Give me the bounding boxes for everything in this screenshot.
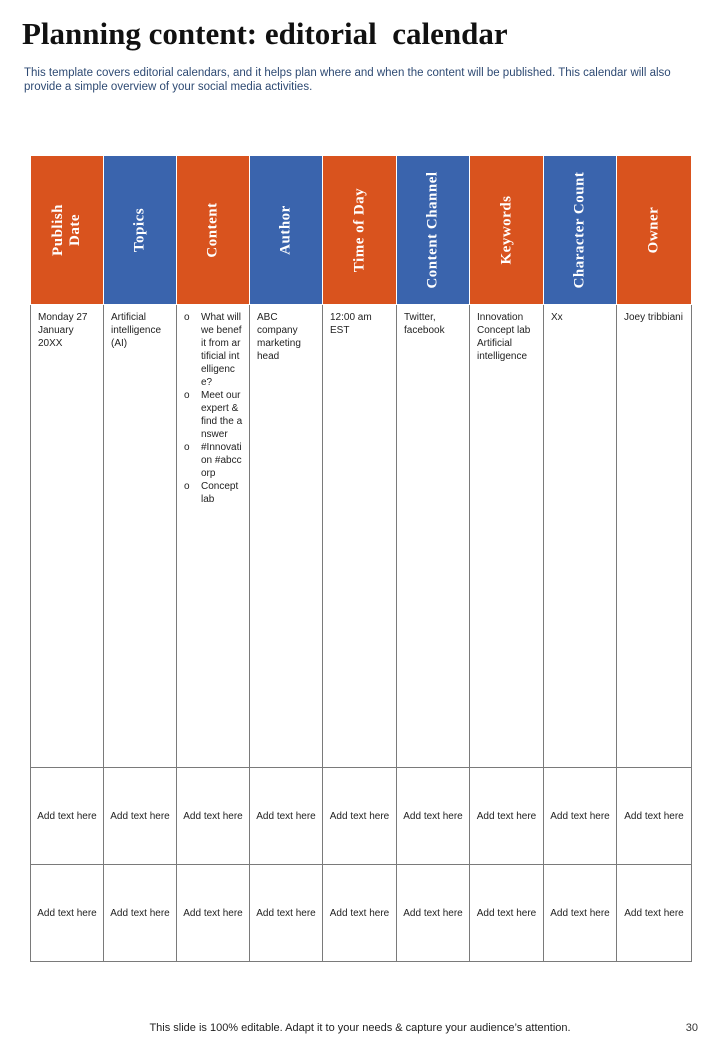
placeholder-cell[interactable]: Add text here	[617, 865, 692, 962]
header-label: Character Count	[571, 171, 588, 289]
header-content	[177, 156, 250, 305]
bullet-mark: o	[184, 312, 190, 323]
keyword: Innovation	[477, 312, 524, 323]
header-label: Owner	[645, 206, 662, 254]
placeholder-cell[interactable]: Add text here	[31, 768, 104, 865]
editorial-calendar-table	[30, 155, 692, 962]
content-bullet-list	[184, 311, 243, 506]
page-subtitle: This template covers editorial calendars, and it helps plan where and when the content will be published. This calendar will also provide a simple overview of your social media activities.	[24, 67, 671, 93]
list-item	[184, 480, 243, 506]
page-number: 30	[685, 1022, 698, 1034]
placeholder-cell[interactable]: Add text here	[397, 865, 470, 962]
table-row	[31, 305, 692, 768]
header-keywords	[470, 156, 544, 305]
bullet-text: Concept lab	[201, 481, 239, 505]
header-label: Content	[204, 202, 221, 258]
bullet-mark: o	[184, 442, 190, 453]
list-item	[184, 389, 243, 441]
placeholder-cell[interactable]: Add text here	[397, 768, 470, 865]
placeholder-cell[interactable]: Add text here	[177, 768, 250, 865]
header-label: Time of Day	[351, 187, 367, 273]
cell-character-count[interactable]: Xx	[544, 305, 617, 768]
cell-time-of-day[interactable]: 12:00 am EST	[323, 305, 397, 768]
table-row-placeholder	[31, 768, 692, 865]
cell-keywords[interactable]	[470, 305, 544, 768]
table-row-placeholder	[31, 865, 692, 962]
list-item	[184, 441, 243, 480]
cell-owner[interactable]: Joey tribbiani	[617, 305, 692, 768]
header-label: Keywords	[498, 195, 514, 265]
header-character-count	[544, 156, 617, 305]
header-label: Publish Date	[50, 204, 83, 256]
placeholder-cell[interactable]: Add text here	[104, 768, 177, 865]
keyword: Artificial intelligence	[477, 338, 528, 362]
placeholder-cell[interactable]: Add text here	[31, 865, 104, 962]
placeholder-cell[interactable]: Add text here	[323, 865, 397, 962]
bullet-text: Meet our expert & find the answer	[201, 390, 243, 440]
header-author	[250, 156, 323, 305]
header-label: Content Channel	[424, 171, 441, 289]
placeholder-cell[interactable]: Add text here	[250, 865, 323, 962]
keyword: Concept lab	[477, 325, 531, 336]
header-topics	[104, 156, 177, 305]
list-item	[184, 311, 243, 389]
placeholder-cell[interactable]: Add text here	[104, 865, 177, 962]
placeholder-cell[interactable]: Add text here	[323, 768, 397, 865]
header-publish-date	[31, 156, 104, 305]
cell-publish-date[interactable]: Monday 27 January 20XX	[31, 305, 104, 768]
cell-content[interactable]	[177, 305, 250, 768]
header-content-channel	[397, 156, 470, 305]
header-label: Topics	[131, 207, 148, 253]
page-title: Planning content: editorial calendar	[22, 16, 508, 51]
footer-note: This slide is 100% editable. Adapt it to your needs & capture your audience’s attention.	[149, 1022, 571, 1034]
bullet-text: What will we benefit from artificial intelligence?	[201, 312, 242, 388]
bullet-mark: o	[184, 390, 190, 401]
placeholder-cell[interactable]: Add text here	[544, 768, 617, 865]
cell-content-channel[interactable]: Twitter, facebook	[397, 305, 470, 768]
header-owner	[617, 156, 692, 305]
bullet-text: #Innovation #abccorp	[201, 442, 242, 479]
placeholder-cell[interactable]: Add text here	[544, 865, 617, 962]
cell-author[interactable]: ABC company marketing head	[250, 305, 323, 768]
header-label: Author	[277, 205, 294, 255]
cell-topics[interactable]: Artificial intelligence (AI)	[104, 305, 177, 768]
bullet-mark: o	[184, 481, 190, 492]
placeholder-cell[interactable]: Add text here	[617, 768, 692, 865]
table-header-row	[31, 156, 692, 305]
header-time-of-day	[323, 156, 397, 305]
placeholder-cell[interactable]: Add text here	[250, 768, 323, 865]
placeholder-cell[interactable]: Add text here	[177, 865, 250, 962]
placeholder-cell[interactable]: Add text here	[470, 768, 544, 865]
placeholder-cell[interactable]: Add text here	[470, 865, 544, 962]
